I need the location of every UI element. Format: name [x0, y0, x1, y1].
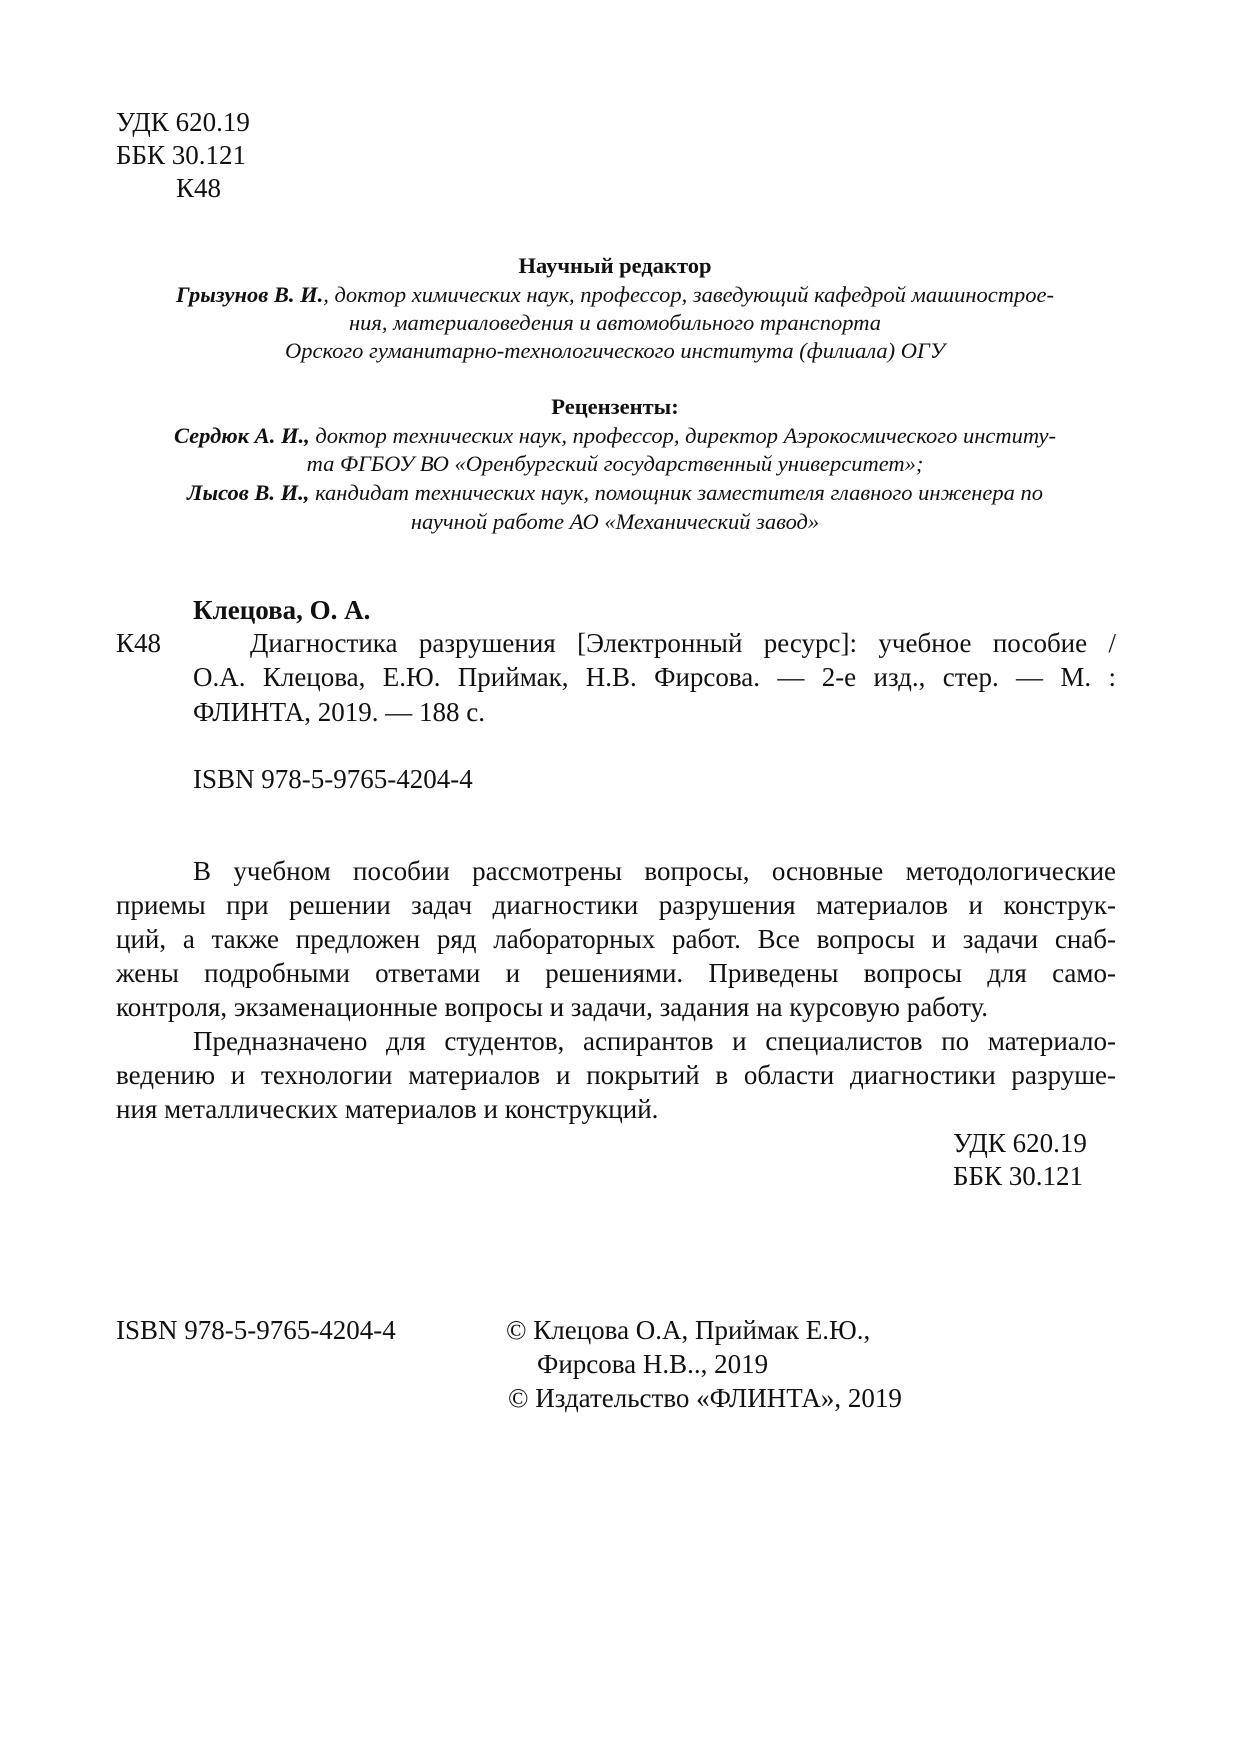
- author-mark: К48: [176, 173, 222, 203]
- reviewer-2-line-1-rest: кандидат технических наук, помощник заместителя главного инженера по: [309, 480, 1043, 505]
- footer-isbn: ISBN 978-5-9765-4204-4: [116, 1315, 396, 1345]
- abstract-p1-line-1: В учебном пособии рассмотрены вопросы, основные методологические: [193, 856, 1116, 886]
- editor-heading: Научный редактор: [518, 253, 712, 278]
- bib-line-2: О.А. Клецова, Е.Ю. Приймак, Н.В. Фирсова. — 2-е изд., стер. — М. :: [193, 662, 1116, 692]
- copyright-authors-line-1: © Клецова О.А, Приймак Е.Ю.,: [506, 1315, 871, 1345]
- bib-mark: К48: [116, 628, 162, 658]
- bib-line-1: Диагностика разрушения [Электронный ресурс]: учебное пособие /: [250, 628, 1116, 658]
- reviewer-2-name: Лысов В. И.,: [187, 480, 310, 505]
- reviewer-1-name: Сердюк А. И.,: [173, 423, 310, 448]
- abstract-bbk: ББК 30.121: [953, 1161, 1084, 1191]
- abstract-p2-line-3: ния металлических материалов и конструкций.: [116, 1094, 659, 1124]
- bib-author: Клецова, О. А.: [193, 595, 371, 625]
- editor-line-1-rest: , доктор химических наук, профессор, заведующий кафедрой машинострое-: [323, 282, 1054, 307]
- copyright-authors-line-2: Фирсова Н.В.., 2019: [537, 1349, 769, 1379]
- abstract-p2-line-1: Предназначено для студентов, аспирантов и специалистов по материало-: [193, 1026, 1116, 1056]
- copyright-publisher: © Издательство «ФЛИНТА», 2019: [508, 1383, 902, 1413]
- abstract-p1-line-2: приемы при решении задач диагностики разрушения материалов и конструк-: [116, 890, 1116, 920]
- bbk-code: ББК 30.121: [116, 140, 247, 170]
- abstract-udk: УДК 620.19: [953, 1128, 1087, 1158]
- bib-isbn: ISBN 978-5-9765-4204-4: [193, 764, 473, 794]
- abstract-p2-line-2: ведению и технологии материалов и покрытий в области диагностики разруше-: [116, 1060, 1116, 1090]
- reviewer-1-line-1: [110, 423, 1120, 449]
- editor-line-3: Орского гуманитарно-технологического института (филиала) ОГУ: [285, 338, 945, 363]
- abstract-p1-line-3: ций, а также предложен ряд лабораторных работ. Все вопросы и задачи снаб-: [116, 924, 1116, 954]
- bib-line-3: ФЛИНТА, 2019. — 188 с.: [193, 697, 485, 727]
- editor-line-2: ния, материаловедения и автомобильного транспорта: [348, 310, 882, 335]
- editor-name: Грызунов В. И.: [176, 282, 324, 307]
- abstract-p1-line-4: жены подробными ответами и решениями. Приведены вопросы для само-: [116, 958, 1116, 988]
- reviewers-heading: Рецензенты:: [551, 394, 679, 419]
- reviewer-2-line-2: научной работе АО «Механический завод»: [410, 509, 820, 534]
- abstract-p1-line-5: контроля, экзаменационные вопросы и задачи, задания на курсовую работу.: [116, 992, 989, 1022]
- reviewer-2-line-1: [110, 480, 1120, 506]
- reviewer-1-line-2: та ФГБОУ ВО «Оренбургский государственный университет»;: [306, 451, 924, 476]
- editor-line-1: [110, 282, 1120, 308]
- reviewer-1-line-1-rest: доктор технических наук, профессор, директор Аэрокосмического институ-: [309, 423, 1057, 448]
- udk-code: УДК 620.19: [116, 107, 250, 137]
